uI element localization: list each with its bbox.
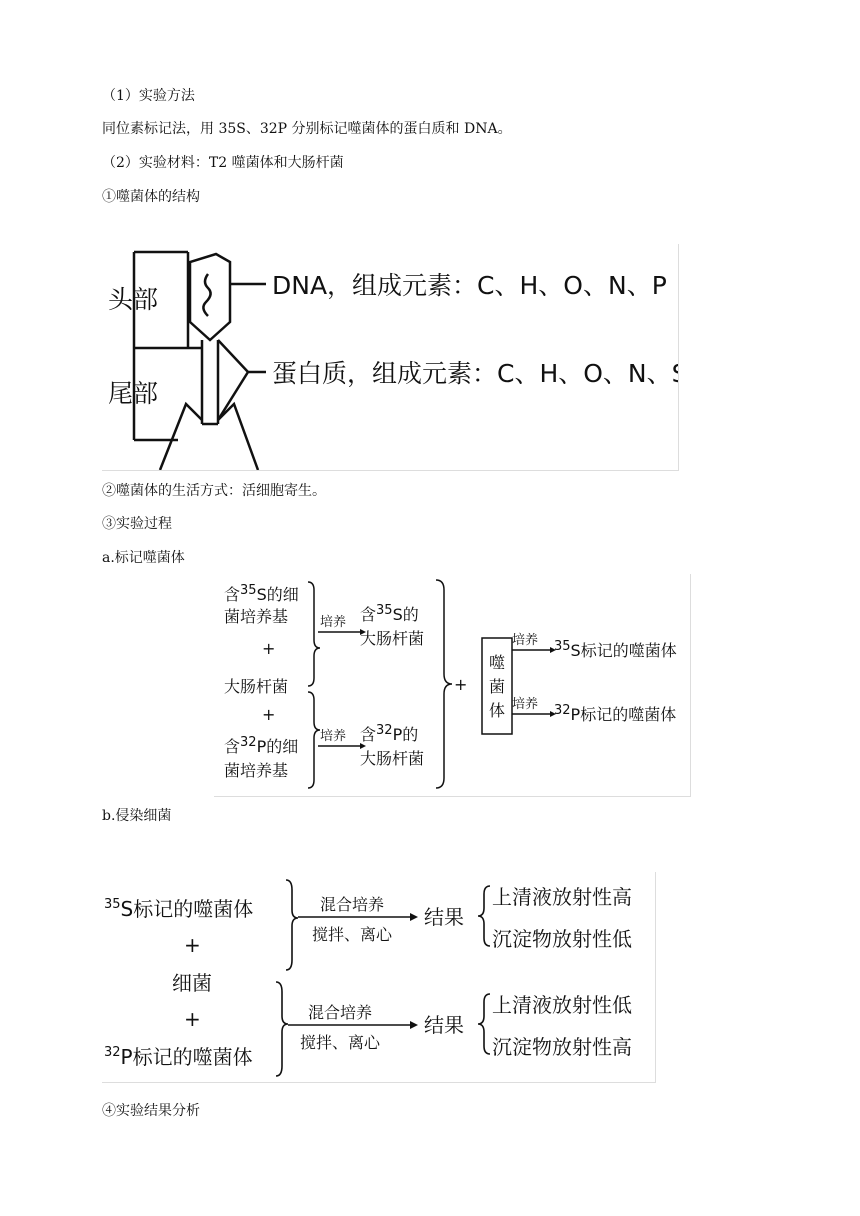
text-b1b: P的细 bbox=[256, 737, 299, 756]
heading-label-phage: a.标记噬菌体 bbox=[102, 550, 185, 566]
text-s1: S标记的噬菌体 bbox=[120, 897, 254, 921]
culture-label-1: 培养 bbox=[320, 615, 347, 630]
svg-text:35S标记的噬菌体 bbox=[554, 639, 677, 660]
culture-label-3: 培养 bbox=[512, 633, 539, 648]
result-2b: 沉淀物放射性高 bbox=[492, 1035, 632, 1059]
sup-s2: 32 bbox=[104, 1045, 121, 1060]
mix-label-2: 混合培养 bbox=[308, 1003, 373, 1022]
sup-c1: 35 bbox=[376, 603, 393, 618]
text-d1b: P的 bbox=[392, 725, 419, 744]
text-c1: 含 bbox=[360, 605, 377, 624]
label-head: 头部 bbox=[108, 285, 159, 314]
plus-a: + bbox=[184, 933, 201, 957]
text-r1: S标记的噬菌体 bbox=[570, 641, 677, 660]
svg-text:含32P的细 bbox=[224, 735, 298, 756]
text-a2: 菌培养基 bbox=[224, 607, 289, 626]
phage-structure-figure bbox=[102, 244, 679, 471]
heading-materials: （2）实验材料：T2 噬菌体和大肠杆菌 bbox=[102, 155, 344, 171]
text-b1: 含 bbox=[224, 737, 241, 756]
result-1b: 沉淀物放射性低 bbox=[492, 927, 632, 951]
label-protein-elements: 蛋白质，组成元素：C、H、O、N、S等 bbox=[272, 359, 678, 388]
plus-3: + bbox=[454, 675, 468, 694]
infection-figure bbox=[102, 872, 656, 1083]
phage-lifestyle: ②噬菌体的生活方式：活细胞寄生。 bbox=[102, 483, 326, 499]
result-2a: 上清液放射性低 bbox=[492, 993, 632, 1017]
text-s2: P标记的噬菌体 bbox=[120, 1045, 253, 1069]
plus-2: + bbox=[262, 705, 276, 724]
text-c2: 大肠杆菌 bbox=[360, 629, 425, 648]
heading-structure: ①噬菌体的结构 bbox=[102, 189, 200, 205]
plus-b: + bbox=[184, 1007, 201, 1031]
culture-label-2: 培养 bbox=[320, 729, 347, 744]
label-dna-elements: DNA，组成元素：C、H、O、N、P bbox=[272, 271, 667, 300]
svg-text:35S标记的噬菌体 bbox=[104, 897, 253, 921]
sup-a1: 35 bbox=[240, 583, 257, 598]
stir-label-1: 搅拌、离心 bbox=[312, 925, 393, 944]
text-a1: 含 bbox=[224, 585, 241, 604]
label-tail: 尾部 bbox=[108, 379, 159, 408]
sup-r1: 35 bbox=[554, 639, 571, 654]
svg-text:32P标记的噬菌体 bbox=[554, 703, 676, 724]
result-label-2: 结果 bbox=[424, 1013, 464, 1037]
sup-s1: 35 bbox=[104, 897, 121, 912]
text-d1: 含 bbox=[360, 725, 377, 744]
text-ecoli: 大肠杆菌 bbox=[224, 677, 289, 696]
method-description: 同位素标记法，用 35S、32P 分别标记噬菌体的蛋白质和 DNA。 bbox=[102, 121, 512, 137]
svg-text:含35S的 bbox=[360, 603, 419, 624]
phage-char-3: 体 bbox=[489, 701, 506, 720]
stir-label-2: 搅拌、离心 bbox=[300, 1033, 381, 1052]
heading-analysis: ④实验结果分析 bbox=[102, 1103, 200, 1119]
text-r2: P标记的噬菌体 bbox=[570, 705, 677, 724]
text-c1b: S的 bbox=[392, 605, 419, 624]
svg-text:32P标记的噬菌体 bbox=[104, 1045, 253, 1069]
text-b2: 菌培养基 bbox=[224, 761, 289, 780]
text-bacteria: 细菌 bbox=[172, 971, 212, 995]
result-label-1: 结果 bbox=[424, 905, 464, 929]
heading-method: （1）实验方法 bbox=[102, 88, 195, 104]
sup-r2: 32 bbox=[554, 703, 571, 718]
labeling-phage-figure bbox=[214, 574, 691, 797]
sup-d1: 32 bbox=[376, 723, 393, 738]
plus-1: + bbox=[262, 639, 276, 658]
heading-process: ③实验过程 bbox=[102, 516, 172, 532]
sup-b1: 32 bbox=[240, 735, 257, 750]
heading-infect: b.侵染细菌 bbox=[102, 808, 172, 824]
svg-text:含35S的细 bbox=[224, 583, 299, 604]
text-a1b: S的细 bbox=[256, 585, 299, 604]
mix-label-1: 混合培养 bbox=[320, 895, 385, 914]
culture-label-4: 培养 bbox=[512, 697, 539, 712]
phage-char-1: 噬 bbox=[489, 653, 506, 672]
svg-text:含32P的 bbox=[360, 723, 418, 744]
phage-char-2: 菌 bbox=[489, 677, 506, 696]
text-d2: 大肠杆菌 bbox=[360, 749, 425, 768]
result-1a: 上清液放射性高 bbox=[492, 885, 632, 909]
